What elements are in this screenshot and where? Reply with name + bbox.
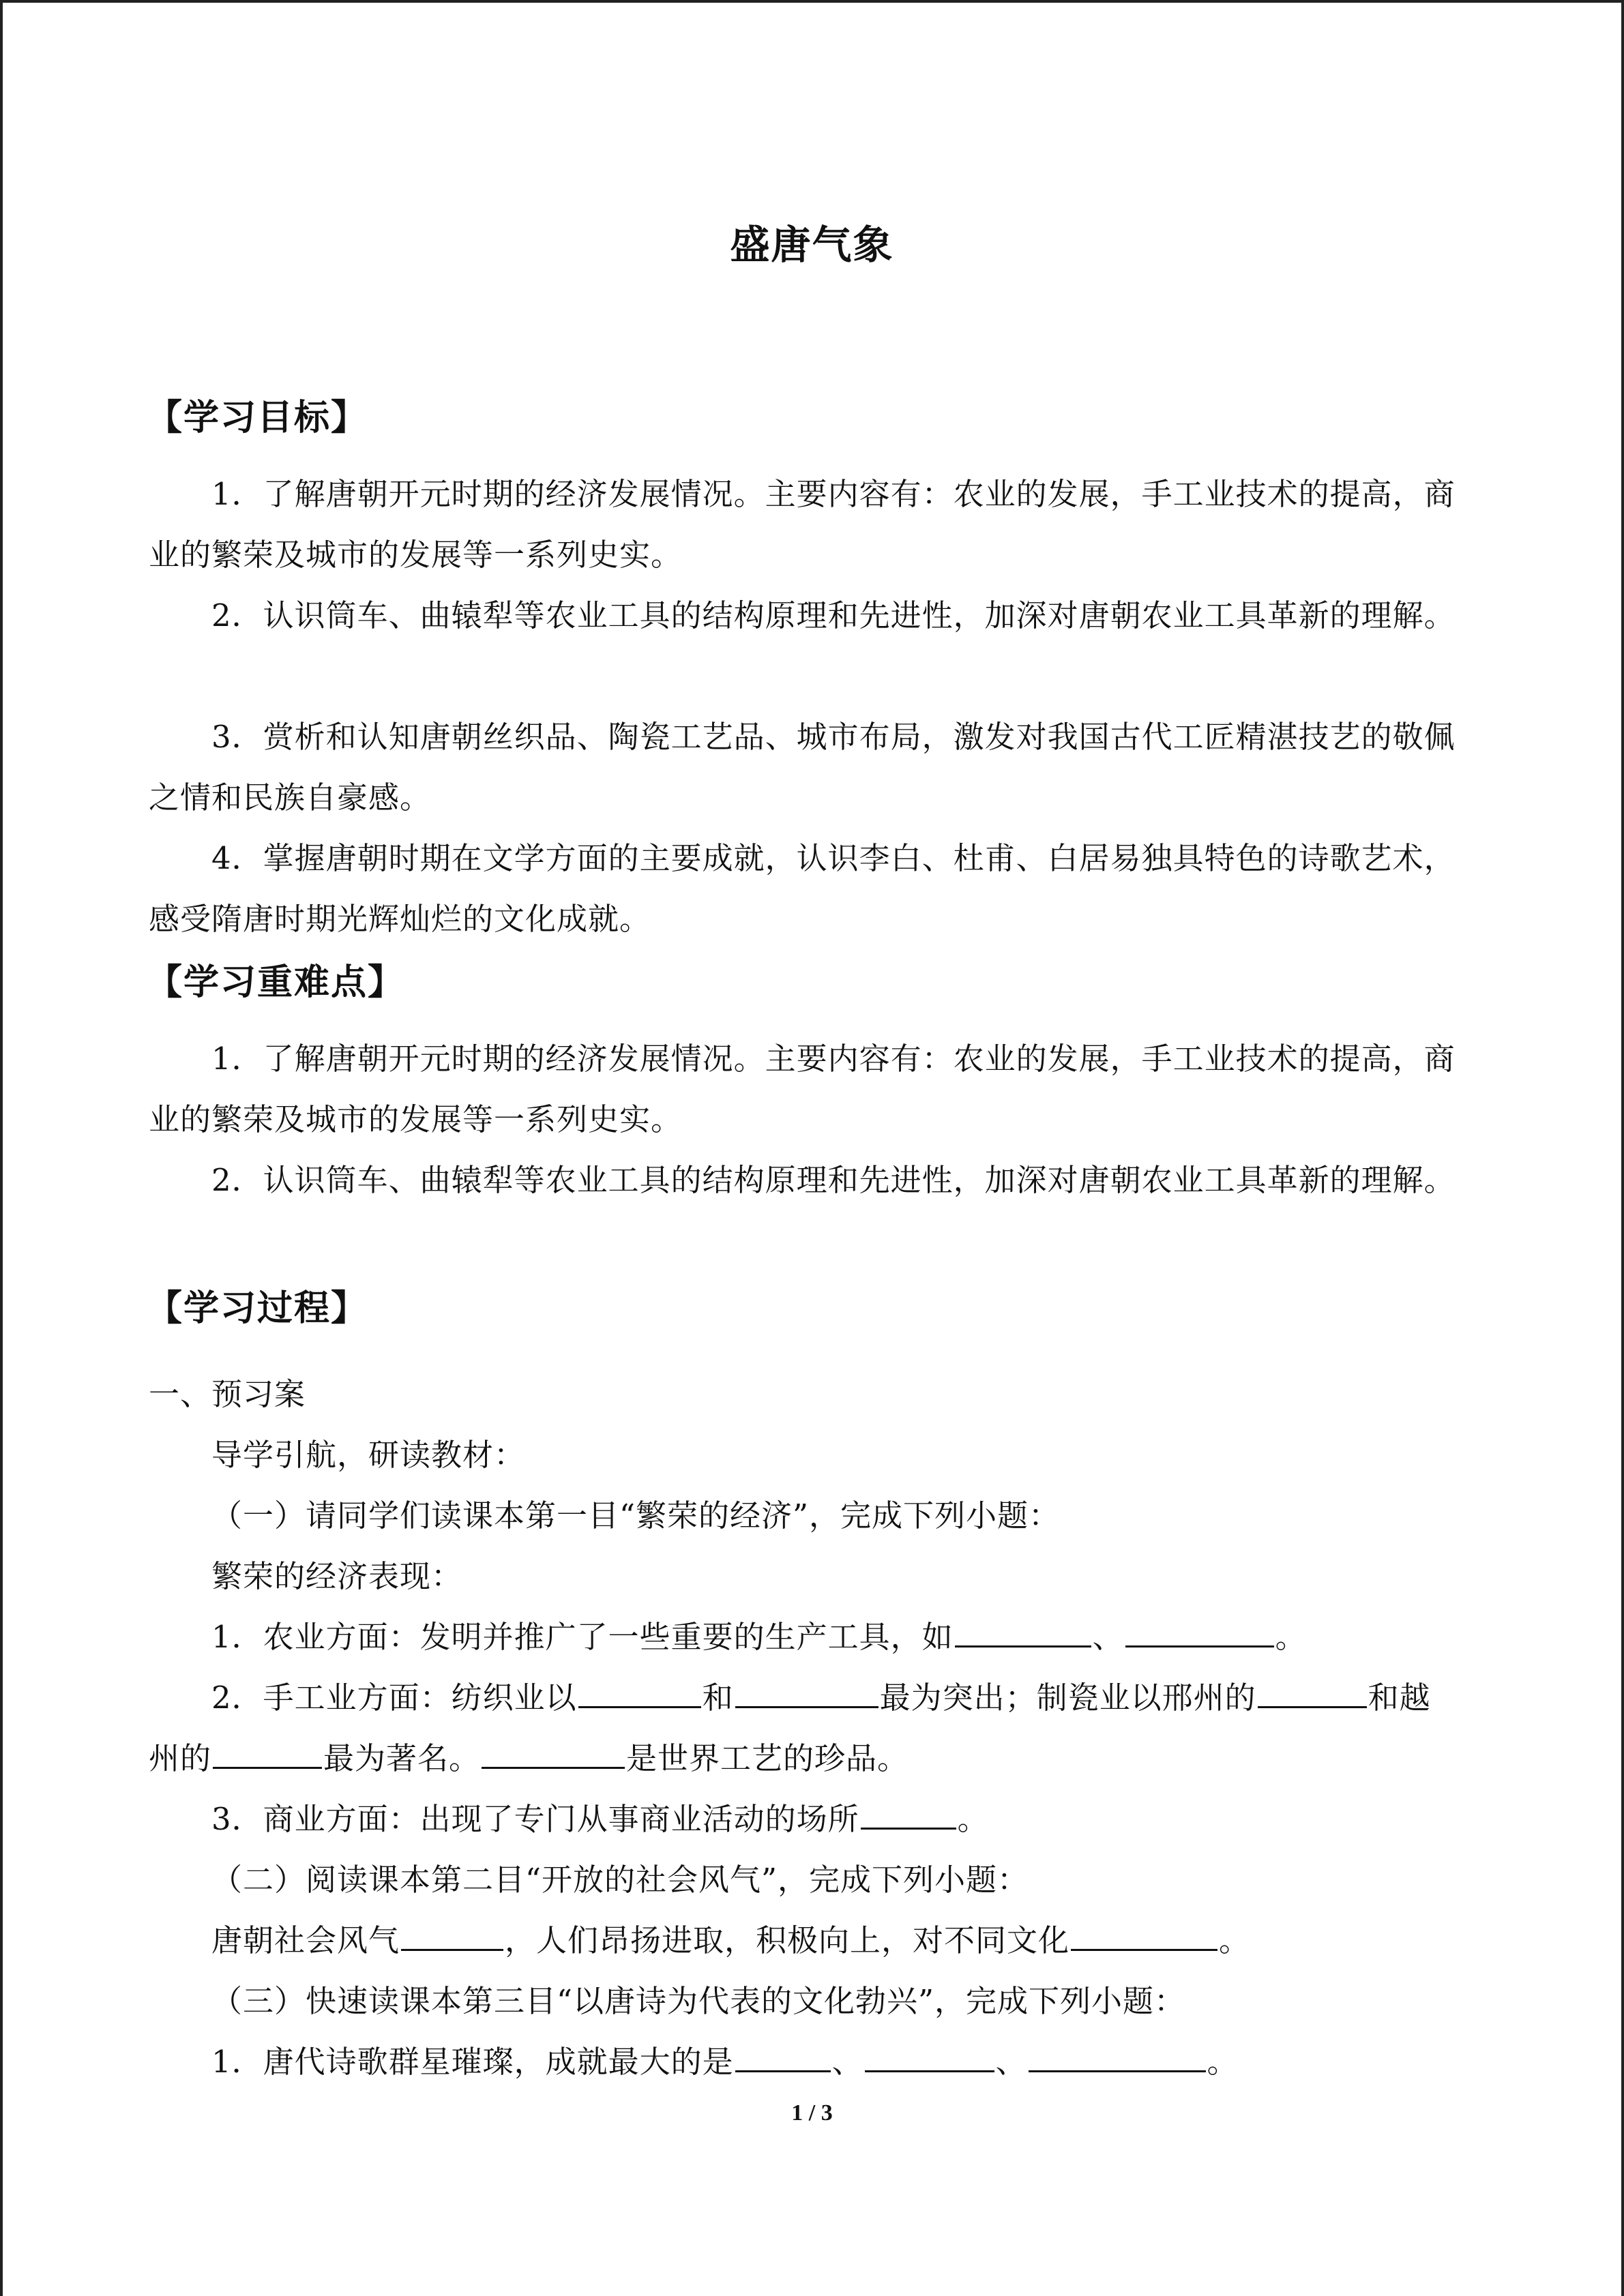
- objective-item-2: 2．认识筒车、曲辕犁等农业工具的结构原理和先进性，加深对唐朝农业工具革新的理解。: [211, 597, 1456, 633]
- part3-text: 1．唐代诗歌群星璀璨，成就最大的是: [211, 2044, 734, 2080]
- heading-objectives: 【学习目标】: [147, 398, 368, 438]
- objective-item-4: 4．掌握唐朝时期在文学方面的主要成就，认识李白、杜甫、白居易独具特色的诗歌艺术，感受隋唐时期光辉灿烂的文化成就。: [149, 840, 1456, 937]
- part2-end: 。: [1219, 1922, 1251, 1958]
- heading-key-points: 【学习重难点】: [147, 962, 405, 1003]
- heading-process: 【学习过程】: [147, 1288, 368, 1329]
- part3-sep-1: 、: [831, 2044, 863, 2080]
- q2-text-b: 和: [702, 1680, 734, 1716]
- question-poetry: [211, 2037, 1239, 2081]
- part2-text-a: 唐朝社会风气: [211, 1922, 400, 1958]
- q2-text-a: 2．手工业方面：纺织业以: [211, 1680, 577, 1716]
- q2-text-g: 是世界工艺的珍品。: [626, 1740, 909, 1776]
- q1-text: 1．农业方面：发明并推广了一些重要的生产工具，如: [211, 1619, 954, 1655]
- q3-end: 。: [957, 1801, 989, 1837]
- q2-text-f: 最为著名。: [323, 1740, 481, 1776]
- question-handicraft: [211, 1673, 1431, 1717]
- q1-blank-1[interactable]: [955, 1620, 1091, 1648]
- q3-text: 3．商业方面：出现了专门从事商业活动的场所: [211, 1801, 859, 1837]
- key-point-item-1: 1．了解唐朝开元时期的经济发展情况。主要内容有：农业的发展，手工业技术的提高，商业的繁荣及城市的发展等一系列史实。: [149, 1041, 1456, 1137]
- page-number: 1 / 3: [791, 2100, 833, 2126]
- q2-blank-2[interactable]: [735, 1680, 879, 1708]
- q2-blank-5[interactable]: [482, 1741, 625, 1769]
- q2-text-c: 最为突出；制瓷业以邢州的: [879, 1680, 1256, 1716]
- q2-text-e: 州的: [149, 1740, 212, 1776]
- q2-blank-1[interactable]: [578, 1680, 701, 1708]
- objective-item-1: 1．了解唐朝开元时期的经济发展情况。主要内容有：农业的发展，手工业技术的提高，商业的繁荣及城市的发展等一系列史实。: [149, 476, 1456, 573]
- q1-blank-2[interactable]: [1125, 1620, 1274, 1648]
- part1-intro: （一）请同学们读课本第一目“繁荣的经济”，完成下列小题：: [211, 1497, 1061, 1534]
- question-social: [211, 1915, 1250, 1960]
- preview-label: 一、预习案: [149, 1376, 306, 1412]
- q2-text-d: 和越: [1368, 1680, 1431, 1716]
- objective-item-3: 3．赏析和认知唐朝丝织品、陶瓷工艺品、城市布局，激发对我国古代工匠精湛技艺的敬佩之情和民族自豪感。: [149, 719, 1456, 816]
- part1-sub: 繁荣的经济表现：: [211, 1558, 463, 1594]
- part2-text-b: ，人们昂扬进取，积极向上，对不同文化: [505, 1922, 1070, 1958]
- q2-blank-4[interactable]: [213, 1741, 322, 1769]
- q1-end: 。: [1275, 1619, 1307, 1655]
- part3-blank-1[interactable]: [735, 2044, 831, 2072]
- q1-sep: 、: [1092, 1619, 1124, 1655]
- page-title: 盛唐气象: [730, 222, 894, 268]
- part3-sep-2: 、: [995, 2044, 1027, 2080]
- part3-intro: （三）快速读课本第三目“以唐诗为代表的文化勃兴”，完成下列小题：: [211, 1983, 1186, 2019]
- part3-end: 。: [1207, 2044, 1239, 2080]
- part2-blank-1[interactable]: [401, 1923, 503, 1951]
- key-point-item-2: 2．认识筒车、曲辕犁等农业工具的结构原理和先进性，加深对唐朝农业工具革新的理解。: [211, 1162, 1456, 1198]
- question-commerce: [211, 1794, 989, 1838]
- part2-blank-2[interactable]: [1071, 1923, 1217, 1951]
- q3-blank-1[interactable]: [861, 1802, 956, 1830]
- question-agriculture: [211, 1612, 1307, 1656]
- guide-text: 导学引航，研读教材：: [211, 1437, 526, 1473]
- part2-intro: （二）阅读课本第二目“开放的社会风气”，完成下列小题：: [211, 1862, 1029, 1898]
- q2-blank-3[interactable]: [1258, 1680, 1367, 1708]
- part3-blank-3[interactable]: [1029, 2044, 1206, 2072]
- question-handicraft-cont: [149, 1733, 909, 1778]
- part3-blank-2[interactable]: [865, 2044, 994, 2072]
